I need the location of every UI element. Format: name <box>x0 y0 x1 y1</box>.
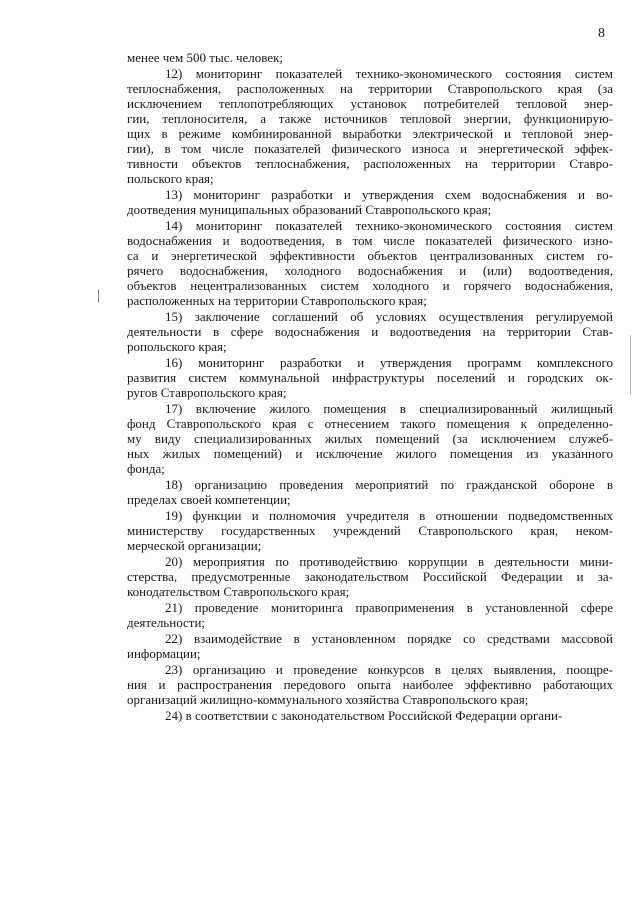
text-line: менее чем 500 тыс. человек; <box>127 50 284 65</box>
text-line: 12) мониторинг показателей технико-экономического состояния систем <box>165 66 613 81</box>
text-line: польского края; <box>127 171 214 186</box>
text-line: ругов Ставропольского края; <box>127 385 287 400</box>
text-line: мерческой организации; <box>127 538 262 553</box>
text-line: фонда; <box>127 461 165 476</box>
paragraph <box>127 66 613 186</box>
text-line: доотведения муниципальных образований Ставропольского края; <box>127 202 492 217</box>
text-line: конодательством Ставропольского края; <box>127 584 350 599</box>
text-line: рячего водоснабжения, холодного водоснабжения и (или) водоотведения, <box>127 263 613 278</box>
text-line: 14) мониторинг показателей технико-экономического состояния систем <box>165 218 613 233</box>
text-line: деятельности; <box>127 615 206 630</box>
text-line: 19) функции и полномочия учредителя в отношении подведомственных <box>165 508 613 523</box>
text-line: гии), в том числе показателей физического износа и энергетической эффек- <box>127 141 613 156</box>
text-line: тивности объектов теплоснабжения, расположенных на территории Ставро- <box>127 156 613 171</box>
paragraph <box>127 662 613 707</box>
paragraph <box>127 708 613 723</box>
paragraph <box>127 600 613 630</box>
text-line: теплоснабжения, расположенных на территории Ставропольского края (за <box>127 81 613 96</box>
text-line: пределах своей компетенции; <box>127 492 291 507</box>
text-line: щих в режиме комбинированной выработки электрической и тепловой энер- <box>127 126 613 141</box>
scan-mark-right <box>630 335 631 395</box>
paragraph <box>127 50 613 65</box>
page-number: 8 <box>598 26 605 41</box>
text-line: 16) мониторинг разработки и утверждения программ комплексного <box>165 355 613 370</box>
text-line: 15) заключение соглашений об условиях осуществления регулируемой <box>165 309 613 324</box>
text-line: деятельности в сфере водоснабжения и водоотведения на территории Став- <box>127 324 613 339</box>
text-line: расположенных на территории Ставропольского края; <box>127 293 427 308</box>
text-line: гии, теплоносителя, а также источников тепловой энергии, функционирую- <box>127 111 613 126</box>
text-line: объектов нецентрализованных систем холодного и горячего водоснабжения, <box>127 278 613 293</box>
text-line: стерства, предусмотренные законодательством Российской Федерации и за- <box>127 569 613 584</box>
text-line: 22) взаимодействие в установленном порядке со средствами массовой <box>165 631 613 646</box>
text-line: 18) организацию проведения мероприятий по гражданской обороне в <box>165 477 613 492</box>
text-line: са и энергетической эффективности объектов централизованных систем го- <box>127 248 613 263</box>
text-line: 21) проведение мониторинга правоприменения в установленной сфере <box>165 600 613 615</box>
text-line: 24) в соответствии с законодательством Российской Федерации органи- <box>165 708 563 723</box>
text-line: фонд Ставропольского края с отнесением такого помещения к определенно- <box>127 416 613 431</box>
paragraph <box>127 631 613 661</box>
paragraph <box>127 554 613 599</box>
paragraph <box>127 218 613 308</box>
document-body <box>127 50 613 724</box>
text-line: 17) включение жилого помещения в специализированный жилищный <box>165 401 613 416</box>
paragraph <box>127 355 613 400</box>
text-line: му виду специализированных жилых помещений (за исключением служеб- <box>127 431 613 446</box>
text-line: организаций жилищно-коммунального хозяйства Ставропольского края; <box>127 692 529 707</box>
paragraph <box>127 401 613 476</box>
text-line: ропольского края; <box>127 339 227 354</box>
scan-mark-left <box>98 290 99 302</box>
text-line: водоснабжения и водоотведения, в том числе показателей физического изно- <box>127 233 613 248</box>
paragraph <box>127 508 613 553</box>
text-line: развития систем коммунальной инфраструктуры поселений и городских ок- <box>127 370 613 385</box>
text-line: 20) мероприятия по противодействию коррупции в деятельности мини- <box>165 554 613 569</box>
text-line: ных жилых помещений) и исключение жилого помещения из указанного <box>127 446 613 461</box>
text-line: министерству государственных учреждений Ставропольского края, неком- <box>127 523 613 538</box>
paragraph <box>127 477 613 507</box>
text-line: исключением теплопотребляющих установок потребителей тепловой энер- <box>127 96 613 111</box>
paragraph <box>127 187 613 217</box>
text-line: ния и распространения передового опыта наиболее эффективно работающих <box>127 677 613 692</box>
paragraph <box>127 309 613 354</box>
text-line: 23) организацию и проведение конкурсов в целях выявления, поощре- <box>165 662 613 677</box>
text-line: информации; <box>127 646 201 661</box>
text-line: 13) мониторинг разработки и утверждения схем водоснабжения и во- <box>165 187 613 202</box>
